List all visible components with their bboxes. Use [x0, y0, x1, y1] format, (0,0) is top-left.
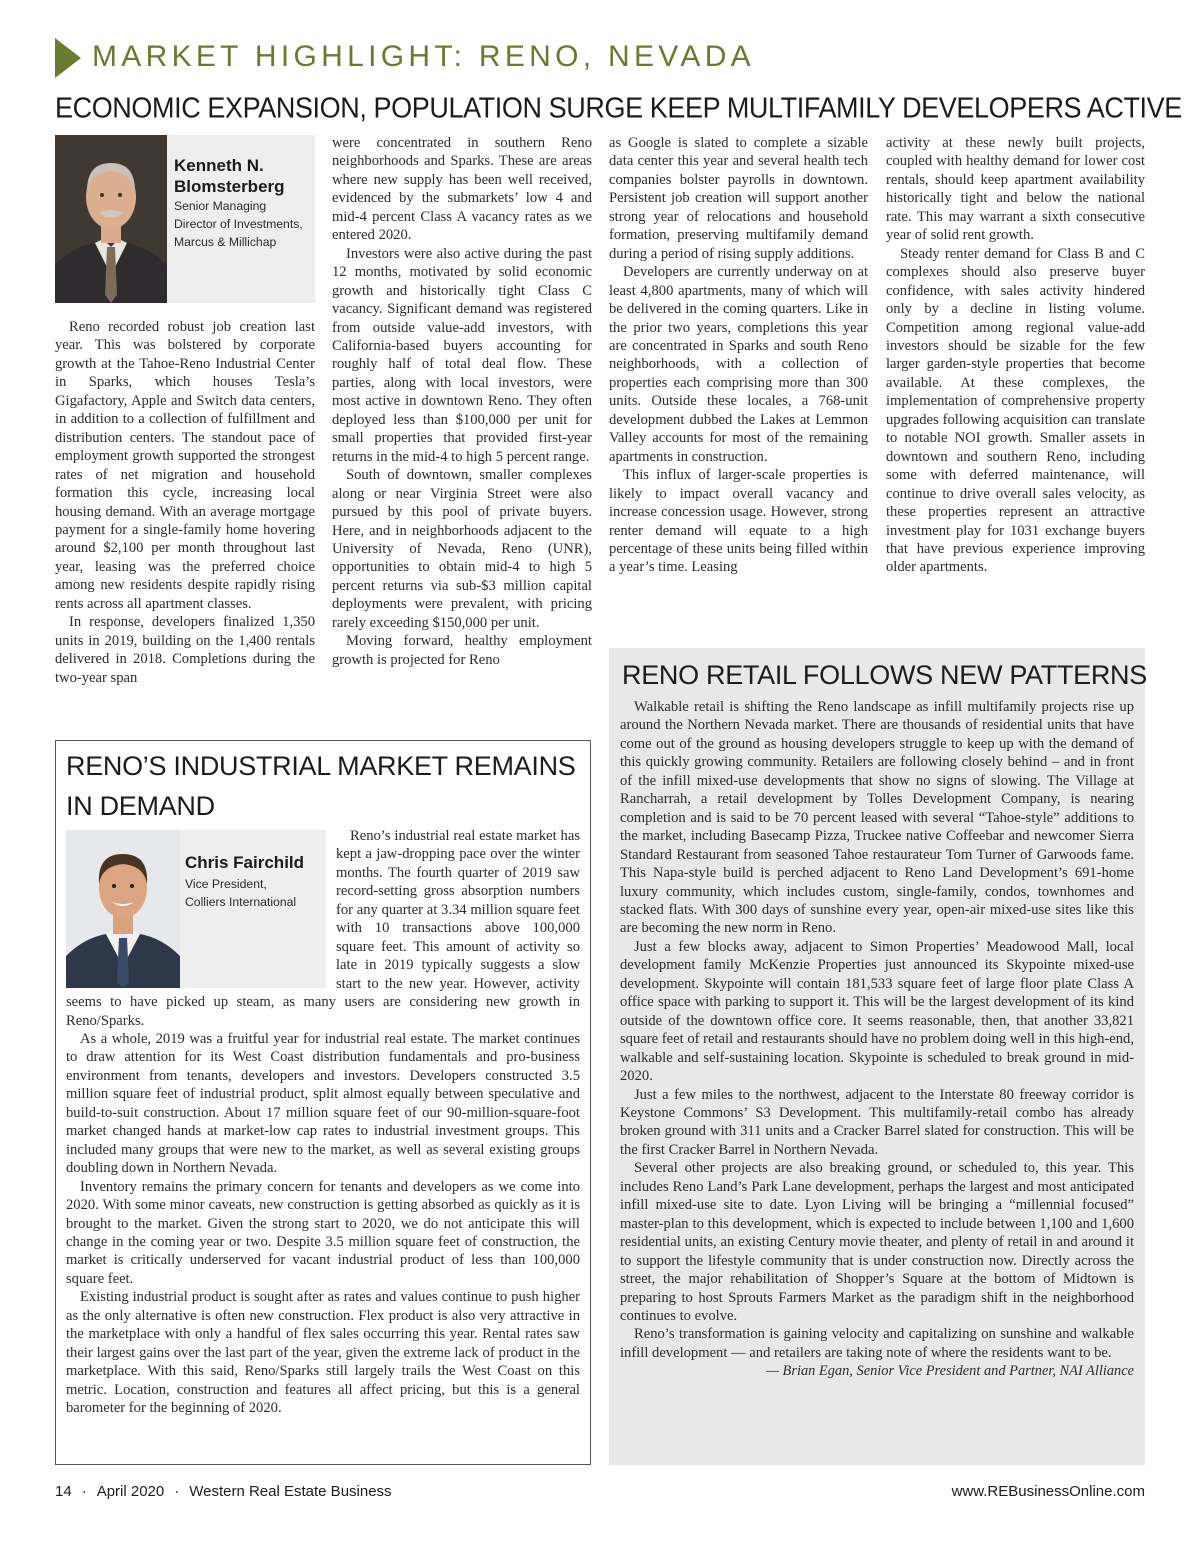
paragraph: activity at these newly built projects, coupled with healthy demand for lower cost rentals, should keep apartment availability historically tight and below the national rate. This may warrant a sixth consecutive year of solid rent growth. — [886, 135, 1145, 244]
retail-sidebar-body — [620, 698, 1134, 1380]
paragraph: Just a few blocks away, adjacent to Simon Properties’ Meadowood Mall, local development family McKenzie Properties just announced its Skypointe mixed-use development. Skypointe will contain 181,533 square feet of large floor plate Class A office space with parking to support it. This will be the largest development of its kind outside of the downtown office core. It seems reasonable, then, that another 33,821 square feet of retail and restaurants should have no problem doing well in this high-end, walkable and self-sustaining location. Skypointe is scheduled to break ground in mid-2020. — [620, 938, 1134, 1085]
kicker-arrow-icon — [55, 38, 81, 78]
industrial-author-title-line2: Colliers International — [185, 895, 297, 909]
author-title-line2: Director of Investments, — [174, 217, 303, 231]
article-column-4 — [886, 134, 1145, 577]
paragraph: Reno’s transformation is gaining velocity and capitalizing on sunshine and walkable infill development — and retailers are taking note of where the residents want to be. — [620, 1326, 1134, 1361]
industrial-author-name: Chris Fairchild — [185, 853, 305, 872]
paragraph: Steady renter demand for Class B and C complexes should also preserve buyer confidence, with sales activity hindered only by a decline in listing volume. Competition among regional value-add investors should be sizable for the few larger garden-style properties that become available. At these complexes, the implementation of comprehensive property upgrades following acquisition can translate to notable NOI growth. Smaller assets in downtown and southern Reno, including some with deferred maintenance, will continue to drive overall sales velocity, as these properties represent an attractive investment play for 1031 exchange buyers that have previous experience improving older apartments. — [886, 245, 1145, 576]
page-number: 14 — [55, 1483, 72, 1500]
paragraph: Reno’s industrial real estate market has kept a jaw-dropping pace over the winter months. The fourth quarter of 2019 saw record-setting gross absorption numbers for any quarter at 3.34 million square feet with 10 transactions above 100,000 square feet. This amount of activity so late in 2019 typically suggests a slow start to the new year. However, activity seems to have picked up steam, as many users are considering new growth in Reno/Sparks. — [66, 828, 580, 1029]
paragraph: Just a few miles to the northwest, adjacent to the Interstate 80 freeway corridor is Keystone Commons’ S3 Development. This multifamily-retail combo has already broken ground with 311 units and a Cracker Barrel slated for construction. This will be the first Cracker Barrel in Northern Nevada. — [620, 1086, 1134, 1158]
paragraph: Walkable retail is shifting the Reno landscape as infill multifamily projects rise up around the Northern Nevada market. There are thousands of residential units that have come out of the ground as housing developers struggle to keep up with the demand of this quickly growing community. Retailers are following closely behind – and in front of the infill mixed-use developments that show no signs of slowing. The Village at Rancharrah, a retail development by Tolles Development Company, is nearing completion and is said to be 70 percent leased with several “Tahoe-style” additions to the market, including Basecamp Pizza, Truckee native Coffeebar and newcomer Sierra Standard Restaurant from seasoned Tahoe restaurateur Tom Turner of Garwoods fame. This Napa-style build is perched adjacent to Reno Land Development’s 691-home luxury community, which includes custom, single-family, condos, townhomes and stacked flats. With 300 days of sunshine every year, open-air mixed-use sites like this are becoming the new norm in Reno. — [620, 699, 1134, 937]
section-kicker: MARKET HIGHLIGHT: RENO, NEVADA — [92, 40, 755, 73]
industrial-title-line2: IN DEMAND — [66, 791, 215, 821]
author-name-line2: Blomsterberg — [174, 177, 285, 196]
paragraph: Reno recorded robust job creation last year. This was bolstered by corporate growth at the Tahoe-Reno Industrial Center in Sparks, which houses Tesla’s Gigafactory, Apple and Switch data centers, in addition to a collection of fulfillment and distribution centers. The standout pace of employment growth supported the strongest rates of net migration and household formation this cycle, increasing local housing demand. With an average mortgage payment for a single-family home hovering around $2,100 per month throughout last year, leasing was the preferred choice among new residents despite rapidly rising rents across all apartment classes. — [55, 319, 315, 612]
paragraph: Investors were also active during the past 12 months, motivated by solid economic growth and historically tight Class C vacancy. Significant demand was registered from outside value-add investors, with California-based buyers accounting for roughly half of total deal flow. These parties, along with local investors, were most active in downtown Reno. They often deployed less than $100,000 per unit for small properties that provided first-year returns in the mid-4 to high 5 percent range. — [332, 245, 592, 465]
author-card-blomsterberg — [55, 135, 315, 303]
author-title-line3: Marcus & Millichap — [174, 235, 277, 249]
article-column-2 — [332, 134, 592, 669]
industrial-sidebar-title — [66, 746, 575, 826]
paragraph: as Google is slated to complete a sizable data center this year and several health tech companies bolster payrolls in downtown. Persistent job creation will support another strong year of relocations and household formation, preserving multifamily demand during a period of rising supply additions. — [609, 135, 868, 262]
paragraph: were concentrated in southern Reno neighborhoods and Sparks. These are areas where new supply has been well received, evidenced by the submarkets’ low 4 and mid-4 percent Class A vacancy rates as we entered 2020. — [332, 135, 592, 244]
industrial-title-line1: RENO’S INDUSTRIAL MARKET REMAINS — [66, 751, 576, 781]
paragraph: South of downtown, smaller complexes along or near Virginia Street were also pursued by this pool of private buyers. Here, and in neighborhoods adjacent to the University of Nevada, Reno (UNR), opportunities to obtain mid-4 to high 5 percent returns via sub-$3 million capital deployments were prevalent, with pricing rarely exceeding $150,000 per unit. — [332, 467, 592, 631]
footer-separator: · — [174, 1483, 180, 1500]
publication-name: Western Real Estate Business — [189, 1483, 392, 1500]
article-column-3 — [609, 134, 868, 577]
paragraph: Existing industrial product is sought after as rates and values continue to push higher as the only alternative is often new construction. Flex product is also very attractive in the marketplace with only a handful of flex sales occurring this year. Rental rates saw their largest gains over the last part of the year, given the extreme lack of product in the marketplace. With this said, Reno/Sparks still largely trails the West Coast on this metric. Location, construction and features all affect pricing, but this is a general barometer for the beginning of 2020. — [66, 1289, 580, 1417]
author-name-line1: Kenneth N. — [174, 156, 264, 175]
issue-date: April 2020 — [96, 1483, 165, 1500]
footer-left — [55, 1483, 392, 1500]
retail-sidebar-title: RENO RETAIL FOLLOWS NEW PATTERNS — [622, 660, 1147, 690]
author-title-line1: Senior Managing — [174, 199, 267, 213]
paragraph: Moving forward, healthy employment growth is projected for Reno — [332, 633, 592, 668]
author-photo-blomsterberg — [55, 135, 167, 303]
page-headline: ECONOMIC EXPANSION, POPULATION SURGE KEEP MULTIFAMILY DEVELOPERS ACTIVE — [55, 92, 1182, 124]
paragraph: Developers are currently underway on at least 4,800 apartments, many of which will be delivered in the coming quarters. Like in the prior two years, completions this year are concentrated in Sparks and south Reno neighborhoods, with a collection of properties each comprising more than 300 units. Outside these locales, a 768-unit development dubbed the Lakes at Lemmon Valley accounts for most of the remaining apartments in construction. — [609, 264, 868, 465]
paragraph: Several other projects are also breaking ground, or scheduled to, this year. This includes Reno Land’s Park Lane development, perhaps the largest and most anticipated infill mixed-use site to date. Lyon Living will be bringing a “millennial focused” master-plan to this development, which is expected to include between 1,100 and 1,600 residential units, an existing Century movie theater, and plenty of retail in and around it to support the lifestyle community that is under construction now. Directly across the street, the major rehabilitation of Shopper’s Square at the bottom of Midtown is preparing to host Sprouts Farmers Market as the paradigm shift in the neighborhood continues to evolve. — [620, 1160, 1134, 1324]
paragraph: As a whole, 2019 was a fruitful year for industrial real estate. The market continues to draw attention for its West Coast distribution fundamentals and pro-business environment from tenants, developers and investors. Developers constructed 3.5 million square feet of industrial product, split almost equally between speculative and build-to-suit construction. About 17 million square feet of our 90-million-square-foot market changed hands at market-low cap rates to industrial investment groups. This included many groups that were new to the market, as well as several existing groups doubling down in Northern Nevada. — [66, 1030, 580, 1177]
industrial-author-title-line1: Vice President, — [185, 877, 267, 891]
article-column-1 — [55, 318, 315, 687]
footer-website[interactable]: www.REBusinessOnline.com — [951, 1483, 1145, 1500]
portrait-man-icon — [55, 135, 167, 303]
industrial-sidebar-body — [66, 827, 580, 1418]
photo-wrap-spacer — [66, 827, 336, 993]
footer-separator: · — [81, 1483, 87, 1500]
retail-attribution: — Brian Egan, Senior Vice President and Partner, NAI Alliance — [766, 1363, 1134, 1380]
paragraph: This influx of larger-scale properties is likely to impact overall vacancy and increase concession usage. However, strong renter demand will equate to a high percentage of these units being filled within a year’s time. Leasing — [609, 467, 868, 576]
paragraph: In response, developers finalized 1,350 units in 2019, building on the 1,400 rentals delivered in 2018. Completions during the two-year span — [55, 614, 315, 686]
paragraph: Inventory remains the primary concern for tenants and developers as we come into 2020. With some minor caveats, new construction is getting absorbed as quickly as it is brought to the market. Given the strong start to 2020, we do not anticipate this will change in the coming year or two. Despite 3.5 million square feet of construction, the market is critically underserved for vacant industrial product of less than 100,000 square feet. — [66, 1178, 580, 1287]
